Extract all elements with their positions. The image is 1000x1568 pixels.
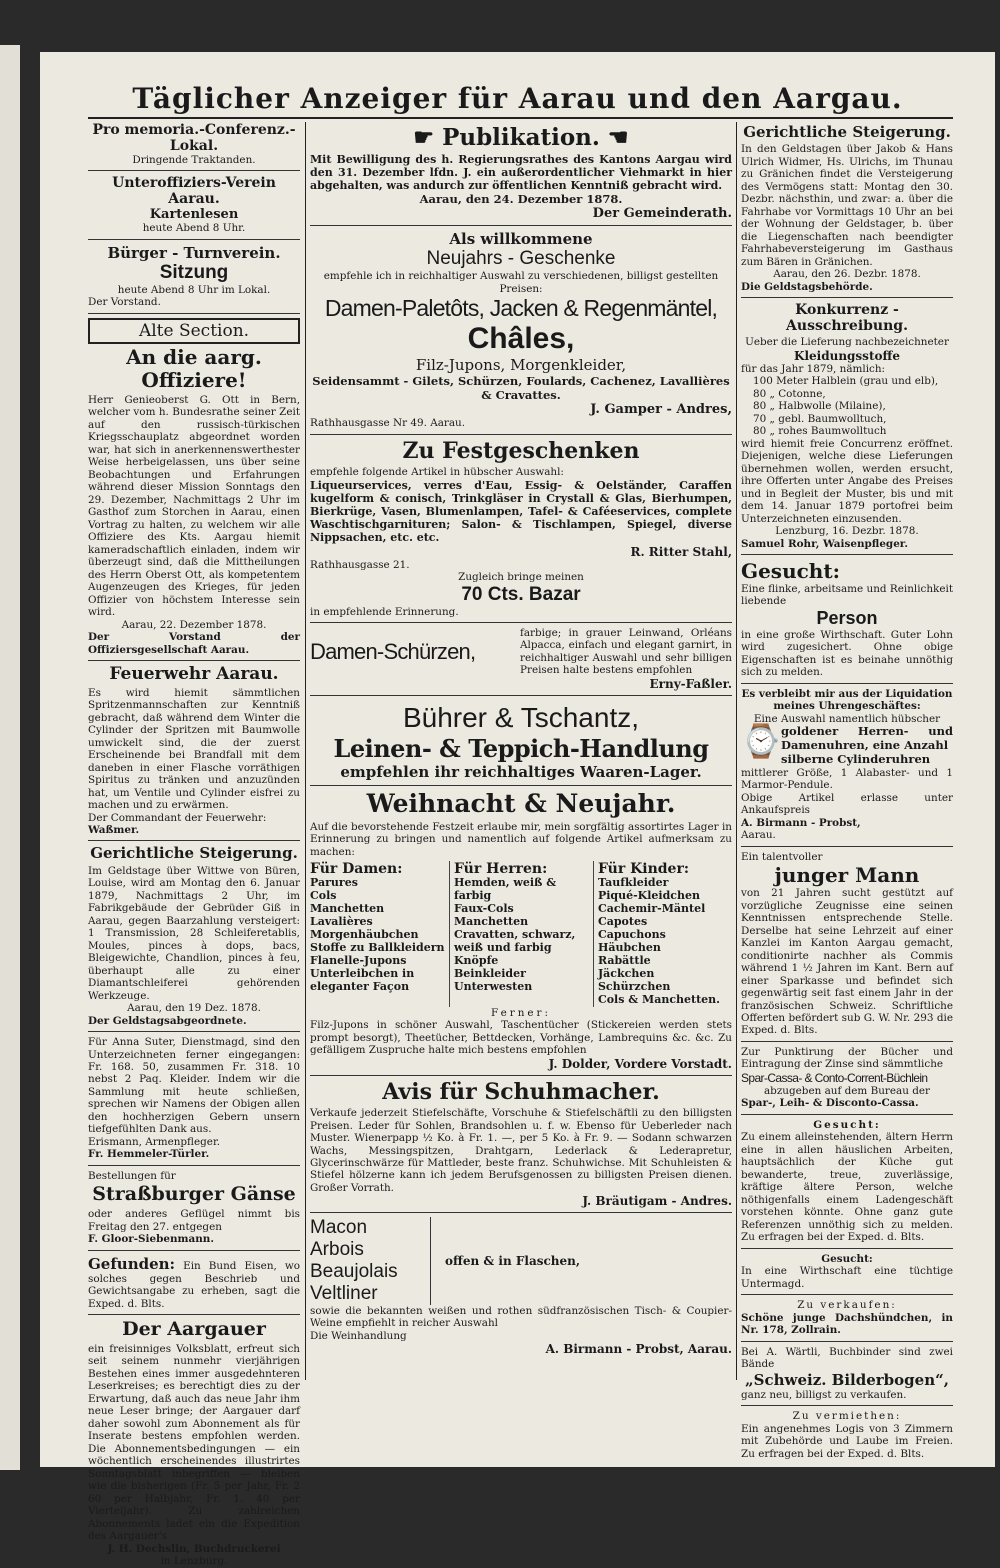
ritter-sign-2: Rathhausgasse 21. [310, 558, 410, 571]
divider [88, 170, 300, 171]
leinen-heading: Leinen- & Teppich-Handlung [333, 733, 709, 763]
list-item: Lavalières [310, 915, 373, 929]
weihnacht-heading: Weihnacht & Neujahr. [366, 788, 676, 818]
list-item: Flanelle-Jupons [310, 953, 407, 967]
list-item: Unterleibchen in eleganter Façon [310, 966, 415, 993]
suter-text: Für Anna Suter, Dienstmagd, sind den Unterzeichneten ferner eingegangen: Fr. 168. 50, zusammen Fr. 318. 10 nebst 2 Paq. Kleider. Indem wir die Sammlung mit heute schließen, sprechen wir Namens der Obigen allen den hochherzigen Gebern unsern tiefgefühlten Dank aus. [88, 1036, 300, 1136]
aargauer-heading: Der Aargauer [122, 1318, 266, 1341]
gesucht2-text: Zu einem alleinstehenden, ältern Herrn eine in allen häuslichen Arbeiten, hauptsächlich der Küche gut bewanderte, treue, zuverlässige, kräftige ältere Person, welche nöthigenfalls einem Ladengeschäft vorstehen könnte. Ohne ganz gute Referenzen unnöthig sich zu melden. Zu erfragen bei der Exped. d. Blts. [741, 1131, 953, 1244]
waertli-text: Bei A. Wärtli, Buchbinder sind zwei Bände [741, 1345, 953, 1371]
gamper-sign-2: Rathhausgasse Nr 49. Aarau. [310, 417, 466, 430]
offiziere-date: Aarau, 22. Dezember 1878. [121, 618, 267, 631]
konkurrenz-text-4: wird hiemit freie Concurrenz eröffnet. Diejenigen, welche diese Lieferungen übernehmen wollen, werden ersucht, ihre Offerten unter Angabe des Preises und in Begleit der Muster, bis und mit dem 14. Januar 1879 portofrei beim Unterzeichneten einzusenden. [741, 437, 953, 525]
neujahr-pre: Als willkommene [449, 230, 593, 249]
column-rule-right [736, 122, 737, 1380]
steigerung-heading: Gerichtliche Steigerung. [743, 123, 951, 141]
steigerung-text: Im Geldstage über Wittwe von Büren, Louise, wird am Montag den 6. Januar 1879, Nachmittags 2 Uhr, im Fabrikgebäude der Gebrüder Giß in Aarau, gegen Baarzahlung versteigert: 1 Transmission, 28 Schleiferetablis, Moules, pinces à dops, bacs, Bleigewichte, Chandlion, pinces à feu, überhaupt alle zu einer Diamantschleiferei gehörenden Werkzeuge. [88, 864, 300, 1002]
vermiethen-heading: Zu vermiethen: [792, 1410, 902, 1423]
left-page-edge [0, 45, 20, 1470]
list-item: Macon [310, 1217, 368, 1239]
gesucht3-text: In eine Wirthschaft eine tüchtige Untermagd. [741, 1265, 953, 1290]
buerger-turnverein-heading: Bürger - Turnverein. [107, 243, 281, 262]
list-item: Cols [310, 889, 337, 903]
divider [88, 1165, 300, 1166]
list-item: Schürzchen [597, 979, 671, 993]
list-item: 70 „ gebl. Baumwolltuch, [753, 412, 887, 425]
spar-heading: Spar-Cassa- & Conto-Corrent-Büchlein [741, 1070, 928, 1085]
buehrer-heading: Bührer & Tschantz, [402, 701, 640, 733]
right-column [741, 122, 953, 1460]
divider [88, 840, 300, 841]
sitzung-time: heute Abend 8 Uhr im Lokal. [117, 283, 271, 296]
list-item: Parures [310, 876, 358, 890]
festgeschenken-text: Liqueurservices, verres d'Eau, Essig- & Oelständer, Caraffen kugelform & conisch, Trinkgläser in Crystall & Glas, Bierhumpen, Bierkrüge, Vasen, Blumenlampen, Tafel- & Caféeservices, complete Waschtischgarnituren; Salon- & Tischlampen, Spiegel, diverse Nippsachen, etc. etc. [310, 478, 732, 545]
list-item: Capuchons [597, 928, 666, 941]
waertli-text-2: ganz neu, billigst zu verkaufen. [741, 1388, 907, 1401]
gefunden-heading: Gefunden: [88, 1254, 176, 1273]
konkurrenz-date: Lenzburg, 16. Dezbr. 1878. [775, 525, 919, 538]
list-item: Knöpfe [453, 953, 499, 967]
uhren-text-4: silberne Cylinderuhren [781, 751, 931, 766]
konkurrenz-text-2: Kleidungsstoffe [794, 348, 900, 363]
divider [310, 225, 732, 226]
neujahr-heading: Neujahrs - Geschenke [426, 248, 616, 270]
list-item: Arbois [310, 1239, 364, 1261]
offiziere-heading: An die aarg. Offiziere! [126, 344, 262, 392]
uhren-text-1: Es verbleibt mir aus der Liquidation meines Uhrengeschäftes: [741, 687, 953, 713]
divider [741, 683, 953, 684]
neujahr-text: empfehle ich in reichhaltiger Auswahl zu verschiedenen, billigst gestellten Preisen: [323, 270, 719, 295]
damen-paletots: Damen-Paletôts, Jacken & Regenmäntel, [324, 295, 718, 322]
divider [741, 1248, 953, 1249]
list-item: Veltliner [310, 1282, 378, 1304]
divider [310, 1212, 732, 1213]
filz-jupons: Filz-Jupons, Morgenkleider, [415, 356, 627, 375]
feuerwehr-heading: Feuerwehr Aarau. [109, 664, 279, 685]
konkurrenz-text-1: Ueber die Lieferung nachbezeichneter [745, 336, 949, 349]
aargauer-text: ein freisinniges Volksblatt, erfreut sich seit seinem nunmehr vierjährigen Bestehen eines immer ausgedehnteren Leserkreises; es berechtigt dies zu der Erwartung, daß auch das neue Jahr ihm neue Leser bringe; der Aargauer darf daher sowohl zum Abonnement als für Inserate bestens empfohlen werden. Die Abonnementsbedingungen — ein wöchentlich erscheinendes illustrirtes Sonntagsblatt inbegriffen — bleiben wie die bisherigen (Fr. 5 per Jahr, Fr. 2 60 per Halbjahr, Fr. 1. 40 per Vierteljahr). Zu zahlreichen Abonnements ladet ein die Expedition des Aargauer's [88, 1342, 300, 1543]
festgeschenken-heading: Zu Festgeschenken [402, 437, 640, 464]
aargauer-sign-2: in Lenzburg. [160, 1555, 228, 1568]
uhren-text-2: Eine Auswahl namentlich hübscher [753, 712, 941, 725]
divider [88, 1031, 300, 1032]
verkaufen-heading: Zu verkaufen: [797, 1299, 897, 1312]
sitzung-heading: Sitzung [159, 261, 229, 283]
divider [741, 1405, 953, 1406]
gaense-text: oder anderes Geflügel nimmt bis Freitag den 27. entgegen [88, 1208, 300, 1233]
list-item: Rabättle [597, 953, 651, 967]
steigerung-sign: Der Geldstagsabgeordnete. [88, 1014, 247, 1027]
gefunden-text: Ein Bund Eisen, wo solches gegen Beschrieb und Gewichtsangabe zu erheben, sagt die Exped. d. Blts. [88, 1259, 300, 1310]
bazar-pre: Zugleich bringe meinen [458, 571, 584, 584]
weihnacht-columns [310, 861, 732, 1007]
divider [741, 554, 953, 555]
chales: Châles, [467, 322, 575, 356]
vermiethen-text: Ein angenehmes Logis von 3 Zimmern mit Zubehörde und Laube im Freien. Zu erfragen bei der Exped. d. Blts. [741, 1422, 953, 1460]
offiziere-text: Herr Genieoberst G. Ott in Bern, welcher vom h. Bundesrathe seiner Zeit auf den russisch-türkischen Kriegsschauplatz abgeordnet worden war, hat sich in anerkennenswerthester Weise herbeigelassen, uns über seine Beobachtungen und Erfahrungen während dieser Mission Sonntags den 29. Dezember, Nachmittags 2 Uhr im Gasthof zum Storchen in Aarau, einen Vortrag zu halten, zu welchem wir alle Offiziere des Kts. Aargau hiemit kameradschaftlich einladen, indem wir überzeugt sind, daß die Mittheilungen des Herrn Oberst Ott, als kompetentem Augenzeugen des Krieges, für jeden Offizier von höchstem Interesse sein wird. [88, 393, 300, 619]
konkurrenz-heading: Konkurrenz - Ausschreibung. [786, 302, 908, 335]
kartenlesen-time: heute Abend 8 Uhr. [142, 222, 246, 235]
left-column [88, 122, 300, 1568]
empfehlen-text: empfehlen ihr reichhaltiges Waaren-Lager. [340, 762, 702, 781]
herren-col-heading: Für Herren: [453, 861, 548, 878]
uhren-text-6: Obige Artikel erlasse unter Ankaufspreis [741, 791, 953, 817]
bazar-heading: 70 Cts. Bazar [461, 583, 581, 605]
divider [741, 297, 953, 298]
schuerzen-ad [310, 627, 732, 677]
divider [310, 1075, 732, 1076]
person-heading: Person [816, 607, 878, 628]
pointing-hand-right-icon: ☚ [599, 124, 629, 151]
list-item: 100 Meter Halblein (grau und elb), [753, 375, 939, 388]
avis-heading: Avis für Schuhmacher. [382, 1078, 660, 1105]
divider [741, 1341, 953, 1342]
divider [741, 846, 953, 847]
offiziere-sign: Der Vorstand der Offiziersgesellschaft Aarau. [88, 631, 300, 656]
divider [88, 660, 300, 661]
suter-sign-2: Fr. Hemmeler-Türler. [88, 1148, 210, 1161]
publikation-heading: Publikation. [442, 124, 600, 151]
dringende-traktanden: Dringende Traktanden. [132, 154, 256, 166]
divider [88, 313, 300, 314]
unteroffiziers-heading: Unteroffiziers-Verein Aarau. [112, 175, 276, 208]
list-item: Capotes [597, 915, 648, 929]
uhren-text-5: mittlerer Größe, 1 Alabaster- und 1 Marmor-Pendule. [741, 766, 953, 792]
schuerzen-sign: Erny-Faßler. [649, 676, 732, 691]
uhren-sign-2: Aarau. [741, 829, 776, 842]
aargauer-sign-1: J. H. Dechslin, Buchdruckerei [107, 1542, 281, 1555]
list-item: Beaujolais [310, 1261, 398, 1283]
list-item: 80 „ Cotonne, [753, 387, 826, 400]
steigerung-text: In den Geldstagen über Jakob & Hans Ulrich Widmer, Hs. Ulrichs, im Thunau zu Gränichen findet die Versteigerung des Vermögens statt: Montag den 30. Dezbr. nächsthin, und zwar: a. über die Fahrhabe vor Vormittags 10 Uhr an bei der Wohnung der Geldstager, b. über die Liegenschaften nach beendigter Fahrhabeversteigerung im Gasthaus zum Bären in Gränichen. [741, 143, 953, 268]
herren-col [449, 861, 593, 1007]
list-item: Häubchen [597, 940, 661, 954]
kinder-col [593, 861, 732, 1007]
list-item: Taufkleider [597, 876, 669, 890]
seidensammt: Seidensammt - Gilets, Schürzen, Foulards, Cachenez, Lavallières & Cravattes. [312, 374, 730, 403]
divider [88, 239, 300, 240]
list-item: Cols & Manchetten. [597, 992, 721, 1006]
list-item: 80 „ rohes Baumwolltuch [753, 425, 887, 438]
mann-heading: junger Mann [774, 863, 920, 888]
divider [88, 1250, 300, 1251]
sitzung-sign: Der Vorstand. [88, 296, 161, 309]
publikation-sign: Der Gemeinderath. [592, 206, 732, 222]
publikation-date: Aarau, den 24. Dezember 1878. [419, 191, 623, 206]
kartenlesen: Kartenlesen [149, 207, 239, 223]
festgeschenken-intro: empfehle folgende Artikel in hübscher Auswahl: [310, 466, 564, 479]
wines-sign-1: Die Weinhandlung [310, 1329, 407, 1342]
verkaufen-text: Schöne junge Dachshündchen, in Nr. 178, Zollrain. [741, 1311, 953, 1337]
dolder-sign: J. Dolder, Vordere Vorstadt. [548, 1056, 732, 1071]
bazar-post: in empfehlende Erinnerung. [310, 605, 459, 618]
column-rule-left [305, 122, 306, 1380]
list-item: Morgenhäubchen [310, 928, 419, 941]
gesucht3-heading: Gesucht: [821, 1252, 873, 1265]
avis-text: Verkaufe jederzeit Stiefelschäfte, Vorschuhe & Stiefelschäftli zu den billigsten Preisen. Leder für Sohlen, Brandsohlen u. f. w. Ebenso für Ueberleder nach Muster. Wienerpapp ½ Ko. à Fr. 1. —, per 5 Ko. à Fr. 9. — Sodann schwarzen Wachs, Messingspitzen, Drahtgarn, Lederlack & Lederapretur, Glycerinschwärze für Mattleder, beste franz. Schuhwichse. Mit Schuhleisten & Stiefel hölzerne kann ich jedem Berufsgenossen zu billigsten Preisen dienen. Großer Vorrath. [310, 1107, 732, 1194]
divider [310, 434, 732, 435]
schuerzen-text: farbige; in grauer Leinwand, Orléans Alpacca, einfach und elegant garnirt, in reichhaltiger Auswahl und sehr billigen Preisen halte bestens empfohlen [520, 626, 732, 677]
bilderbogen-heading: „Schweiz. Bilderbogen“, [745, 1370, 949, 1389]
gaense-sign: F. Gloor-Siebenmann. [88, 1233, 214, 1246]
gesucht-text-1: Eine flinke, arbeitsame und Reinlichkeit liebende [741, 583, 953, 608]
ferner-heading: Ferner: [490, 1006, 552, 1019]
list-item: Unterwesten [453, 979, 533, 993]
pocket-watch-icon: ⌚ [741, 722, 781, 761]
divider [741, 1041, 953, 1042]
divider [310, 622, 732, 623]
middle-column [310, 122, 732, 1384]
steigerung-sign: Die Geldstagsbehörde. [741, 280, 873, 293]
konkurrenz-text-3: für das Jahr 1879, nämlich: [741, 362, 886, 375]
kinder-col-heading: Für Kinder: [597, 861, 689, 878]
spar-text-1: Zur Punktirung der Bücher und Eintragung der Zinse sind sämmtliche [741, 1045, 953, 1071]
list-item: Beinkleider [453, 966, 526, 980]
feuerwehr-sign-title: Der Commandant der Feuerwehr: [88, 811, 267, 824]
list-item: Stoffe zu Ballkleidern [310, 940, 445, 954]
ritter-sign-1: R. Ritter Stahl, [630, 544, 732, 559]
list-item: Manchetten [453, 915, 529, 929]
list-item: Cachemir-Mäntel [597, 902, 706, 916]
masthead: Täglicher Anzeiger für Aarau und den Aargau. [132, 82, 903, 115]
uhren-text-3: goldener Herren- und Damenuhren, eine Anzahl [781, 724, 953, 753]
weihnacht-text: Auf die bevorstehende Festzeit erlaube mir, mein sorgfältig assortirtes Lager in Erinnerung zu bringen und namentlich auf folgende Artikel aufmerksam zu machen: [310, 820, 732, 858]
divider [741, 1114, 953, 1115]
divider [88, 1314, 300, 1315]
divider [741, 1294, 953, 1295]
konkurrenz-sign: Samuel Rohr, Waisenpfleger. [741, 537, 908, 550]
wines-note: offen & in Flaschen, [445, 1254, 581, 1269]
publikation-text: Mit Bewilligung des h. Regierungsrathes des Kantons Aargau wird den 31. Dezember lfdn. J. ein außerordentlicher Viehmarkt in hier abgehalten, was andurch zur öffentlichen Kenntniß gebracht wird. [310, 153, 732, 193]
damen-col-heading: Für Damen: [310, 861, 403, 878]
list-item: Jäckchen [597, 966, 655, 980]
masthead-rule [88, 117, 953, 119]
mann-pre: Ein talentvoller [741, 850, 823, 863]
divider [310, 695, 732, 696]
uhren-sign-1: A. Birmann - Probst, [741, 816, 861, 829]
steigerung-date: Aarau, den 19 Dez. 1878. [127, 1002, 261, 1015]
pro-memoria-heading: Pro memoria.-Conferenz.-Lokal. [92, 122, 296, 154]
gesucht-text-2: in eine große Wirthschaft. Guter Lohn wird zugesichert. Ohne obige Eigenschaften ist es beinahe unnöthig sich zu melden. [741, 628, 953, 679]
alte-section-box: Alte Section. [88, 318, 300, 344]
ferner-text: Filz-Jupons in schöner Auswahl, Taschentücher (Stickereien werden stets prompt besorgt), Theetücher, Bettdecken, Vorhänge, Lambrequins &c. &c. Zu gefälligem Zuspruche halte mich bestens empfohlen [310, 1019, 732, 1057]
list-item: Hemden, weiß & farbig [453, 876, 557, 903]
wines-ad [310, 1217, 732, 1304]
steigerung-heading: Gerichtliche Steigerung. [90, 844, 298, 863]
spar-sign: Spar-, Leih- & Disconto-Cassa. [741, 1097, 919, 1110]
list-item: Manchetten [310, 902, 385, 916]
spar-text-2: abzugeben auf dem Bureau der [763, 1084, 930, 1097]
steigerung-date: Aarau, den 26. Dezbr. 1878. [773, 268, 921, 281]
gesucht2-heading: Gesucht: [813, 1118, 881, 1131]
list-item: Faux-Cols [453, 902, 514, 916]
gaense-pre: Bestellungen für [88, 1169, 176, 1182]
gamper-sign-1: J. Gamper - Andres, [590, 402, 732, 418]
gesucht-heading: Gesucht: [741, 559, 840, 583]
wines-sign-2: A. Birmann - Probst, Aarau. [545, 1342, 732, 1357]
gaense-heading: Straßburger Gänse [92, 1183, 296, 1206]
wines-text: sowie die bekannten weißen und rothen südfranzösischen Tisch- & Coupier-Weine empfiehlt in reicher Auswahl [310, 1304, 732, 1330]
pointing-hand-left-icon: ☛ [413, 124, 443, 151]
list-item: 80 „ Halbwolle (Milaine), [753, 400, 886, 413]
damen-col [310, 861, 449, 1007]
schuerzen-heading: Damen-Schürzen, [310, 638, 476, 664]
suter-sign-1: Erismann, Armenpfleger. [88, 1135, 221, 1148]
list-item: Piqué-Kleidchen [597, 889, 700, 903]
avis-sign: J. Bräutigam - Andres. [582, 1194, 732, 1209]
list-item: Cravatten, schwarz, weiß und farbig [453, 928, 576, 954]
divider [310, 785, 732, 786]
feuerwehr-sign-name: Waßmer. [88, 823, 140, 836]
mann-text: von 21 Jahren sucht gestützt auf vorzügliche Zeugnisse eine seinen Kenntnissen entsprechende Stelle. Derselbe hat seine Lehrzeit auf einer Kanzlei im Kanton Aargau gemacht, conditionirte nachher als Commis während 1 ½ Jahren im Kant. Bern auf einer Sparkasse und befindet sich gegenwärtig seit fast einem Jahr in der französischen Schweiz. Schriftliche Offerten befördert sub G. W. Nr. 293 die Exped. d. Blts. [741, 887, 953, 1037]
feuerwehr-text: Es wird hiemit sämmtlichen Spritzenmannschaften zur Kenntniß gebracht, daß während dem Winter die Cylinder der Spritzen mit Baumwolle umwickelt sind, die der zuerst Erscheinende bei Brandfall mit dem daneben in einer Flasche vorräthigen Spiritus zu tränken und anzuzünden hat, um Ventile und Cylinder eisfrei zu machen und zu erwärmen. [88, 686, 300, 812]
